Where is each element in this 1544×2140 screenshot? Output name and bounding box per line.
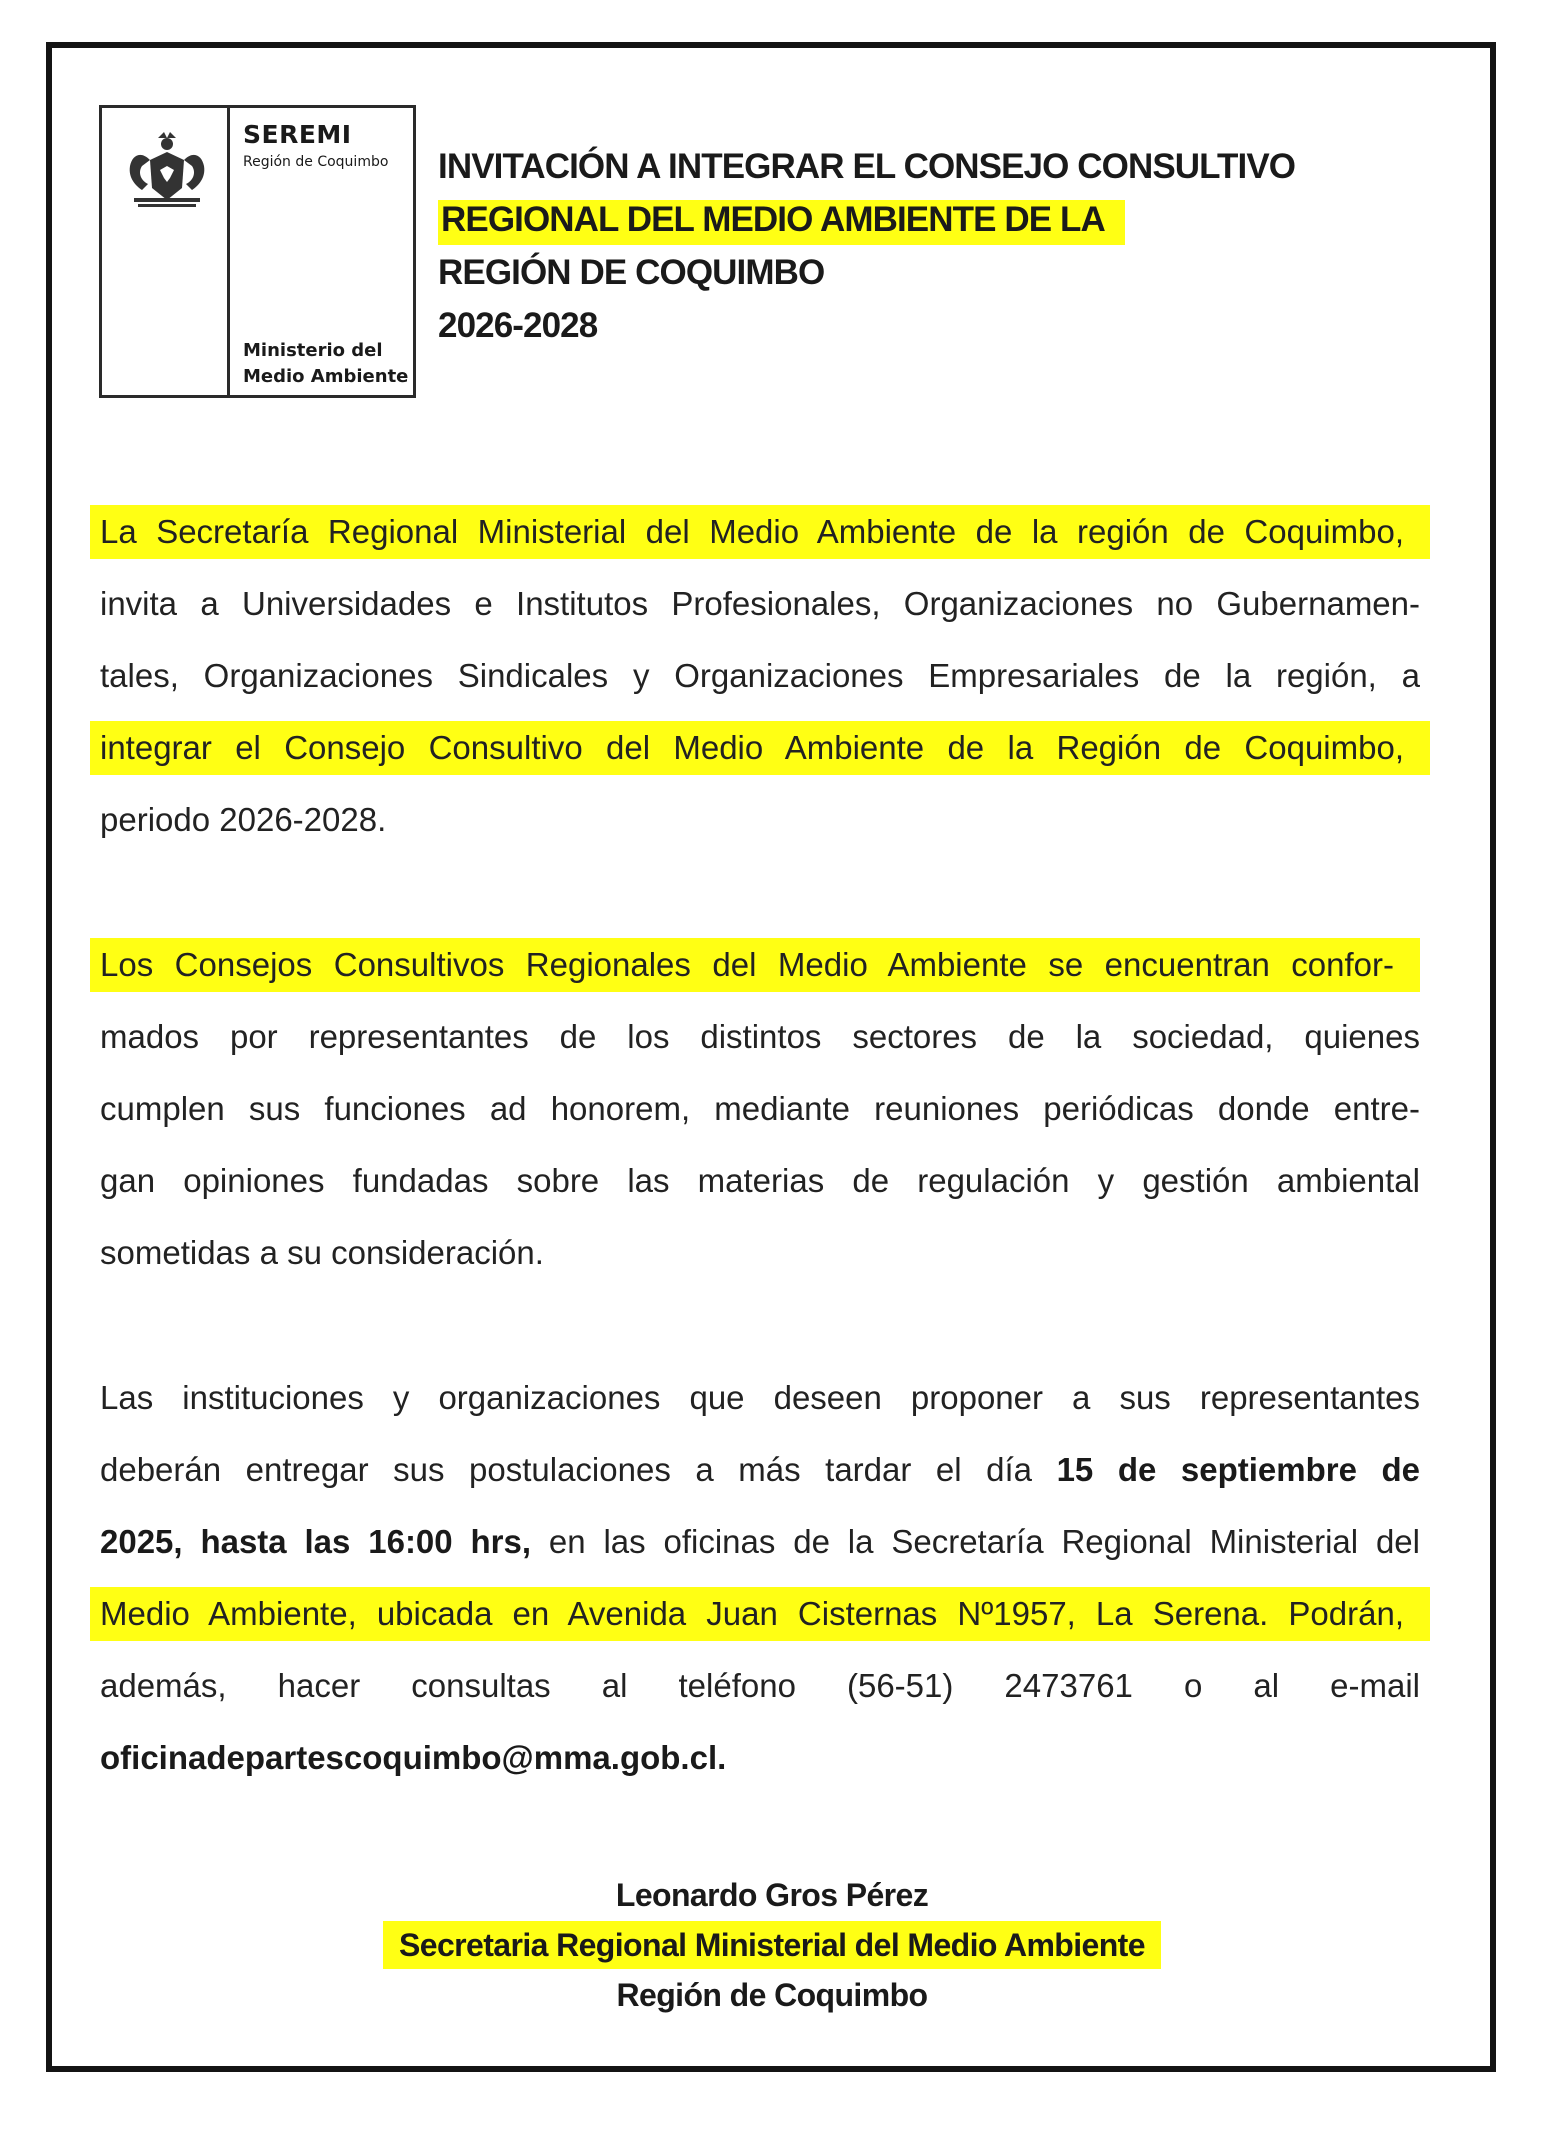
paragraph-2-line-1 (100, 929, 1420, 1001)
signature-block (0, 1870, 1544, 2020)
highlight: Medio Ambiente, ubicada en Avenida Juan Cisternas Nº1957, La Serena. Podrán, (90, 1587, 1430, 1641)
highlight: integrar el Consejo Consultivo del Medio Ambiente de la Región de Coquimbo, (90, 721, 1430, 775)
chile-coat-of-arms-icon (120, 130, 215, 215)
seremi-logo (99, 105, 416, 398)
paragraph-3-line-5: además, hacer consultas al teléfono (56-51) 2473761 o al e-mail (100, 1667, 1420, 1704)
paragraph-1 (100, 496, 1420, 856)
highlight: La Secretaría Regional Ministerial del Medio Ambiente de la región de Coquimbo, (90, 505, 1430, 559)
deadline-time: 2025, hasta las 16:00 hrs, (100, 1523, 532, 1560)
title-line-1: INVITACIÓN A INTEGRAR EL CONSEJO CONSULTIVO (438, 147, 1296, 186)
signature-region: Región de Coquimbo (616, 1977, 928, 2013)
paragraph-1-line-5: periodo 2026-2028. (100, 801, 387, 838)
paragraph-2-line-4: gan opiniones fundadas sobre las materias de regulación y gestión ambiental (100, 1162, 1420, 1199)
title-line-2-highlight: REGIONAL DEL MEDIO AMBIENTE DE LA (438, 200, 1125, 245)
logo-ministry-line2: Medio Ambiente (243, 366, 409, 387)
logo-region-text: Región de Coquimbo (243, 154, 389, 170)
paragraph-3 (100, 1362, 1420, 1794)
deadline-date: 15 de septiembre de (1056, 1451, 1420, 1488)
signature-name: Leonardo Gros Pérez (615, 1877, 929, 1913)
paragraph-3-line-1: Las instituciones y organizaciones que deseen proponer a sus representantes (100, 1379, 1420, 1416)
office-intro: en las oficinas de la Secretaría Regional Ministerial del (531, 1523, 1420, 1560)
paragraph-3-line-3 (100, 1506, 1420, 1578)
logo-seremi-text: SEREMI (243, 120, 352, 149)
signature-position (0, 1920, 1544, 1970)
paragraph-2-line-5: sometidas a su consideración. (100, 1234, 544, 1271)
title-line-4: 2026-2028 (438, 306, 598, 345)
paragraph-2-line-2: mados por representantes de los distintos sectores de la sociedad, quienes (100, 1018, 1420, 1055)
paragraph-3-line-4 (100, 1578, 1420, 1650)
title-line-2 (438, 193, 1448, 246)
logo-ministry-line1: Ministerio del (243, 340, 383, 361)
signature-position-highlight: Secretaria Regional Ministerial del Medio Ambiente (383, 1921, 1161, 1969)
logo-divider (227, 108, 230, 395)
document-body (100, 496, 1420, 1867)
paragraph-1-line-2: invita a Universidades e Institutos Profesionales, Organizaciones no Gubernamen- (100, 585, 1420, 622)
title-line-3: REGIÓN DE COQUIMBO (438, 253, 825, 292)
paragraph-2 (100, 929, 1420, 1289)
paragraph-1-line-3: tales, Organizaciones Sindicales y Organizaciones Empresariales de la región, a (100, 657, 1420, 694)
deadline-intro: deberán entregar sus postulaciones a más tardar el día (100, 1451, 1057, 1488)
paragraph-3-line-2 (100, 1434, 1420, 1506)
paragraph-1-line-4 (100, 712, 1420, 784)
contact-email[interactable]: oficinadepartescoquimbo@mma.gob.cl. (100, 1739, 727, 1776)
paragraph-2-line-3: cumplen sus funciones ad honorem, mediante reuniones periódicas donde entre- (100, 1090, 1420, 1127)
paragraph-1-line-1 (100, 496, 1420, 568)
highlight: Los Consejos Consultivos Regionales del Medio Ambiente se encuentran confor- (90, 938, 1420, 992)
document-title (438, 140, 1448, 352)
